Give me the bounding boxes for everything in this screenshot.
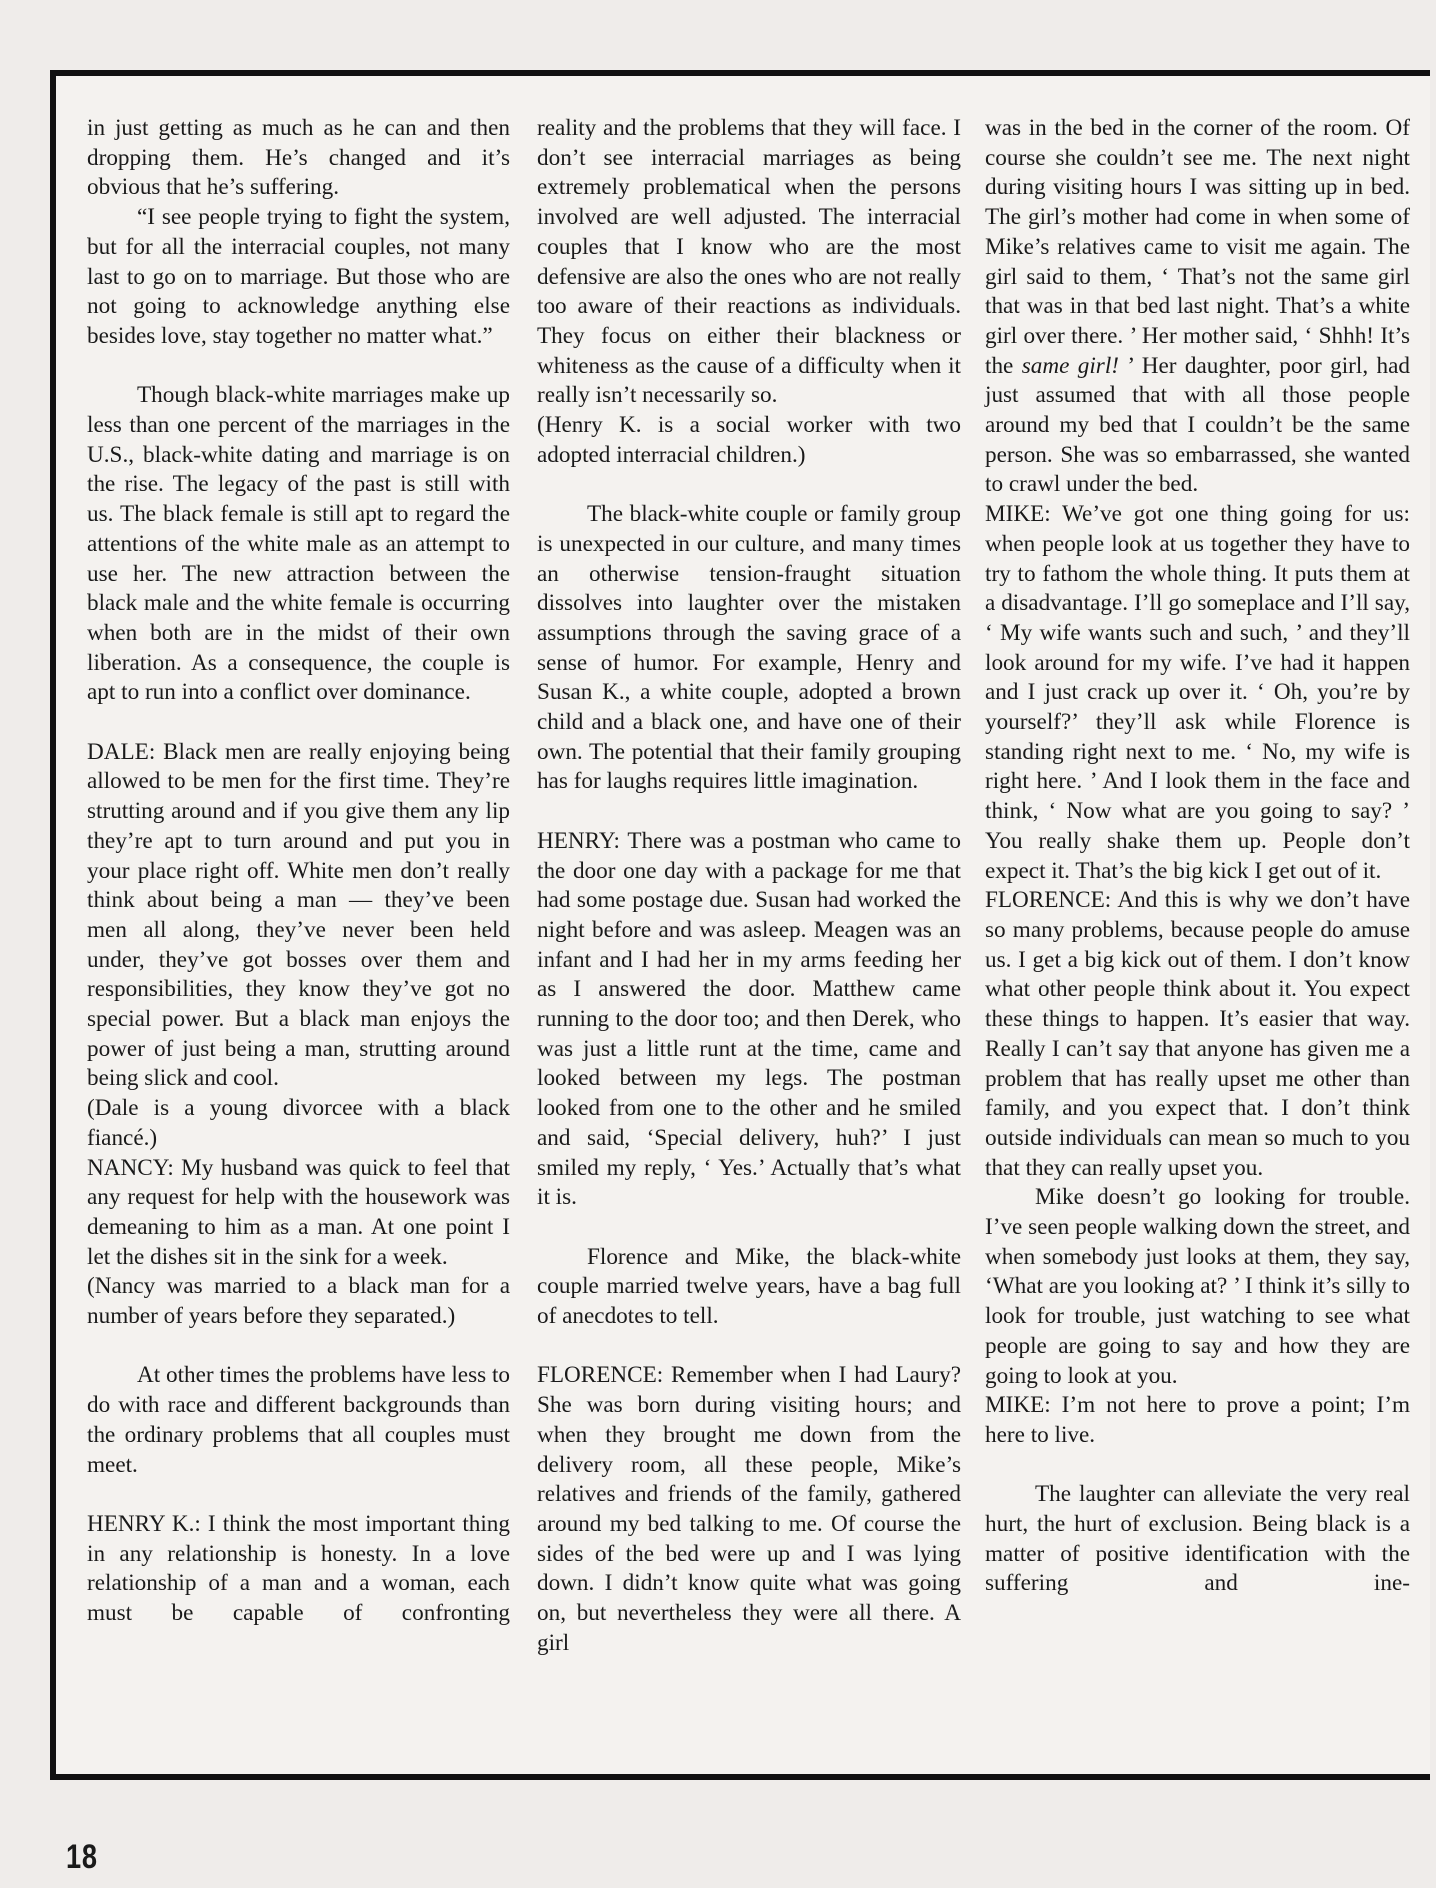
column-2 [537,114,961,1659]
paragraph: HENRY K.: I think the most important thing in any relationship is honesty. In a love relationship of a man and a woman, each must be capable of confronting [87,1510,510,1627]
paragraph: (Dale is a young divorcee with a black fiancé.) [87,1095,510,1151]
paragraph: in just getting as much as he can and then dropping them. He’s changed and it’s obvious that he’s suffering. [87,115,510,201]
paragraph: The black-white couple or family group is unexpected in our culture, and many times an otherwise tension-fraught situation dissolves into laughter over the mistaken assumptions through the saving grace of a sense of humor. For example, Henry and Susan K., a white couple, adopted a brown child and a black one, and have one of their own. The potential that their family grouping has for laughs requires little imagination. [537,501,961,795]
paragraph: “I see people trying to fight the system, but for all the interracial couples, not many last to go on to marriage. But those who are not going to acknowledge anything else besides love, stay together no matter what.” [87,204,510,349]
text-run: was in the bed in the corner of the room. Of course she couldn’t see me. The next night during visiting hours I was sitting up in bed. The girl’s mother had come in when some of Mike’s relatives came to visit me again. The girl said to them, ‘ That’s not the same girl that was in that bed last night. That’s a white girl over there. ’ Her mother said, ‘ Shhh! It’s the [985,115,1410,379]
paragraph: Mike doesn’t go looking for trouble. I’ve seen people walking down the street, and when somebody just looks at them, they say, ‘What are you looking at? ’ I think it’s silly to look for trouble, just watching to see what people are going to say and how they are going to look at you. [985,1184,1410,1389]
paragraph: Florence and Mike, the black-white couple married twelve years, have a bag full of anecdotes to tell. [537,1243,961,1330]
article-frame [50,70,1430,1780]
page-number: 18 [66,1838,98,1876]
paragraph: reality and the problems that they will face. I don’t see interracial marriages as being extremely problematical when the persons involved are well adjusted. The interracial couples that I know who are the most defensive are also the ones who are not really too aware of their reactions as individuals. They focus on either their blackness or whiteness as the cause of a difficulty when it really isn’t necessarily so. [537,115,961,409]
paragraph: NANCY: My husband was quick to feel that any request for help with the housework was demeaning to him as a man. At one point I let the dishes sit in the sink for a week. [87,1154,510,1270]
paragraph: FLORENCE: And this is why we don’t have so many problems, because people do amuse us. I get a big kick out of them. I don’t know what other people think about it. You expect these things to happen. It’s easier that way. Really I can’t say that anyone has given me a problem that has really upset me other than family, and you expect that. I don’t think outside individuals can mean so much to you that they can really upset you. [985,887,1410,1181]
emphasis: same girl! [1021,352,1119,379]
paragraph: At other times the problems have less to do with race and different backgrounds than the ordinary problems that all couples must meet. [87,1362,510,1478]
paragraph: FLORENCE: Remember when I had Laury? She was born during visiting hours; and when they brought me down from the delivery room, all these people, Mike’s relatives and friends of the family, gathered around my bed talking to me. Of course the sides of the bed were up and I was lying down. I didn’t know quite what was going on, but nevertheless they were all there. A girl [537,1362,961,1656]
paragraph: (Nancy was married to a black man for a number of years before they separated.) [87,1273,510,1330]
paragraph: The laughter can alleviate the very real hurt, the hurt of exclusion. Being black is a matter of positive identification with the suffering and ine- [985,1481,1410,1597]
column-1 [87,114,510,1629]
text-run: ’ Her daughter, poor girl, had just assumed that with all those people around my bed that I couldn’t be the same person. She was so embarrassed, she wanted to crawl under the bed. [985,352,1410,498]
paragraph: (Henry K. is a social worker with two adopted interracial children.) [537,412,961,468]
column-3 [985,114,1410,1599]
paragraph [985,114,1410,500]
paragraph: MIKE: We’ve got one thing going for us: when people look at us together they have to try to fathom the whole thing. It puts them at a disadvantage. I’ll go someplace and I’ll say, ‘ My wife wants such and such, ’ and they’ll look around for my wife. I’ve had it happen and I just crack up over it. ‘ Oh, you’re by yourself?’ they’ll ask while Florence is standing right next to me. ‘ No, my wife is right here. ’ And I look them in the face and think, ‘ Now what are you going to say? ’ You really shake them up. People don’t expect it. That’s the big kick I get out of it. [985,501,1410,884]
paragraph: Though black-white marriages make up less than one percent of the marriages in the U.S., black-white dating and marriage is on the rise. The legacy of the past is still with us. The black female is still apt to regard the attentions of the white male as an attempt to use her. The new attraction between the black male and the white female is occurring when both are in the midst of their own liberation. As a consequence, the couple is apt to run into a conflict over dominance. [87,382,510,706]
paragraph: DALE: Black men are really enjoying being allowed to be men for the first time. They’re strutting around and if you give them any lip they’re apt to turn around and put you in your place right off. White men don’t really think about being a man — they’ve been men all along, they’ve never been held under, they’ve got bosses over them and responsibilities, they know they’ve got no special power. But a black man enjoys the power of just being a man, strutting around being slick and cool. [87,738,510,1092]
paragraph: HENRY: There was a postman who came to the door one day with a package for me that had some postage due. Susan had worked the night before and was asleep. Meagen was an infant and I had her in my arms feeding her as I answered the door. Matthew came running to the door too; and then Derek, who was just a little runt at the time, came and looked between my legs. The postman looked from one to the other and he smiled and said, ‘Special delivery, huh?’ I just smiled my reply, ‘ Yes.’ Actually that’s what it is. [537,827,961,1211]
paragraph: MIKE: I’m not here to prove a point; I’m here to live. [985,1392,1410,1448]
